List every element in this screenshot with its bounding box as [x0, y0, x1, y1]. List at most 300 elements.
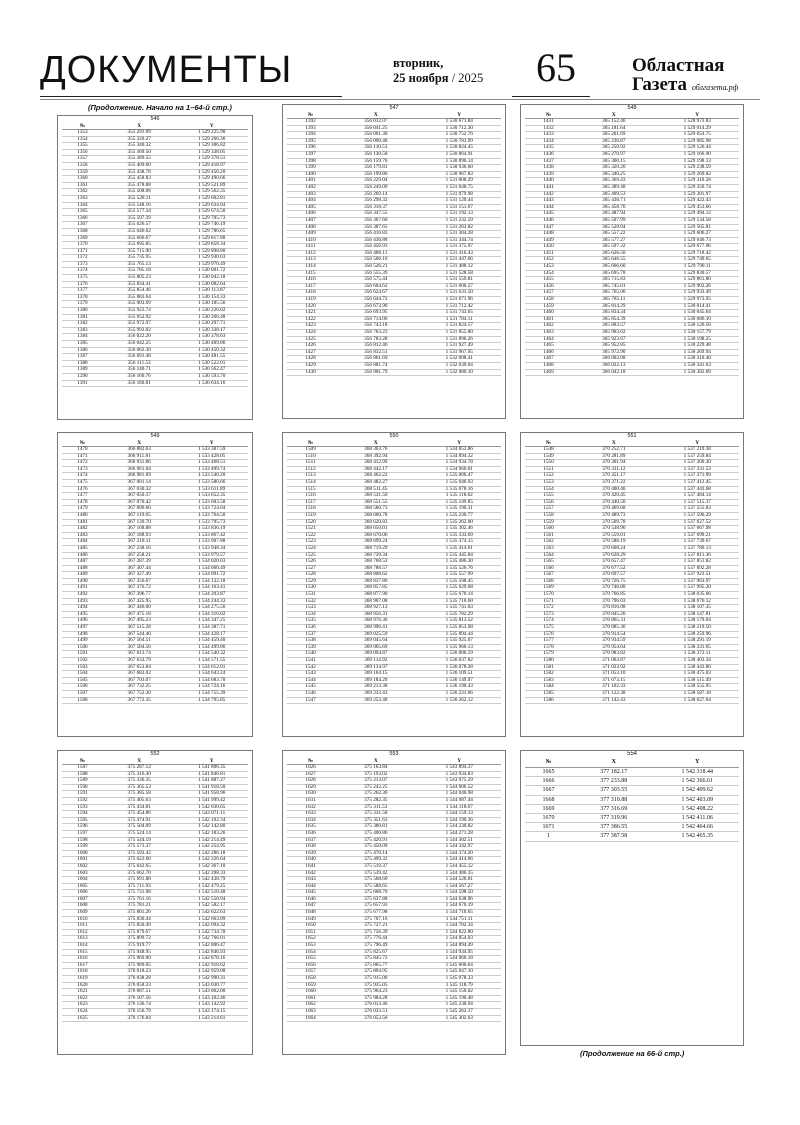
- cell-num: 1486: [77, 551, 88, 558]
- cell-y: 1 533 948.34: [198, 544, 226, 551]
- cell-num: 1363: [77, 194, 88, 201]
- cell-y: 1 531 488.12: [445, 263, 473, 270]
- cell-num: 1468: [543, 361, 554, 368]
- coord-table-552: [57, 750, 253, 1055]
- cell-y: 1 542 694.32: [198, 922, 226, 929]
- cell-y: 1 535 853.98: [445, 624, 473, 631]
- cell-y: 1 530 269.94: [683, 348, 711, 355]
- cell-y: 1 535 813.52: [445, 617, 473, 624]
- cell-y: 1 542 806.47: [198, 942, 226, 949]
- cell-x: 375 544.19: [127, 836, 151, 843]
- cell-y: 1 529 973.95: [683, 296, 711, 303]
- cell-num: 1369: [77, 234, 88, 241]
- cell-num: 1505: [77, 676, 88, 683]
- cell-y: 1 529 521.89: [198, 181, 226, 188]
- cell-x: 368 511.45: [364, 485, 388, 492]
- cell-y: 1 531 967.95: [445, 348, 473, 355]
- cell-x: 356 832.51: [364, 348, 388, 355]
- cell-x: 367 168.88: [127, 525, 151, 532]
- cell-num: 1612: [77, 928, 88, 935]
- cell-y: 1 537 371.99: [683, 472, 711, 479]
- cell-y: 1 529 418.97: [198, 161, 226, 168]
- cell-num: 1658: [305, 975, 316, 981]
- cell-num: 1450: [543, 243, 554, 250]
- cell-y: 1 531 304.28: [445, 230, 473, 237]
- cell-y: 1 531 232.59: [445, 216, 473, 223]
- cell-y: 1 533 468.51: [198, 459, 226, 466]
- cell-num: 1622: [77, 994, 88, 1001]
- cell-x: 368 482.27: [364, 478, 388, 485]
- cell-y: 1 537 219.38: [683, 446, 711, 452]
- cell-x: 369 065.69: [364, 643, 388, 650]
- cell-x: 375 242.25: [364, 783, 388, 790]
- cell-num: 1401: [305, 177, 316, 184]
- cell-x: 375 193.02: [364, 770, 388, 777]
- cell-num: 1544: [305, 676, 316, 683]
- cell-num: 1449: [543, 236, 554, 243]
- cell-num: 1565: [543, 558, 554, 565]
- cell-num: 1543: [305, 670, 316, 677]
- cell-y: 1 535 414.61: [445, 544, 473, 551]
- cell-x: 370 608.24: [602, 544, 626, 551]
- cell-y: 1 530 634.16: [198, 379, 226, 386]
- cell-y: 1 544 159.13: [445, 810, 473, 817]
- cell-y: 1 531 528.58: [445, 269, 473, 276]
- cell-x: 375 454.86: [127, 810, 151, 817]
- cell-y: 1 530 378.63: [198, 333, 226, 340]
- cell-num: 1536: [305, 624, 316, 631]
- cell-y: 1 531 824.57: [445, 322, 473, 329]
- col-y: Y: [457, 758, 462, 764]
- cell-x: 375 691.88: [127, 876, 151, 883]
- col-num: №: [307, 112, 314, 118]
- cell-x: 355 883.64: [127, 293, 151, 300]
- cell-x: 376 176.84: [127, 1014, 151, 1021]
- cell-num: 1438: [543, 164, 554, 171]
- cell-num: 1448: [543, 230, 554, 237]
- cell-x: 375 504.09: [127, 823, 151, 830]
- cell-num: 1508: [77, 696, 88, 703]
- table-title: 550: [389, 433, 399, 439]
- cell-y: 1 530 338.17: [198, 326, 226, 333]
- cell-num: 1593: [77, 803, 88, 810]
- cell-num: 1482: [77, 525, 88, 532]
- cell-y: 1 544 934.95: [445, 948, 473, 955]
- cell-num: 1463: [543, 329, 554, 335]
- cell-x: 367 356.67: [127, 577, 151, 584]
- cell-num: 1389: [77, 366, 88, 373]
- cell-x: 365 230.87: [602, 137, 626, 144]
- table-row: [525, 814, 739, 823]
- cell-x: 375 622.60: [127, 856, 151, 863]
- cell-x: 366 882.63: [127, 446, 151, 452]
- cell-y: 1 533 979.57: [198, 551, 226, 558]
- cell-num: 1411: [305, 243, 316, 250]
- cell-num: 1421: [305, 309, 316, 316]
- cell-y: 1 544 567.27: [445, 882, 473, 889]
- cell-num: 1547: [305, 696, 316, 703]
- cell-x: 365 201.69: [602, 131, 626, 138]
- cell-y: 1 543 894.37: [445, 764, 473, 770]
- cell-num: 1432: [543, 124, 554, 131]
- cell-x: 375 711.93: [127, 882, 151, 889]
- cell-y: 1 530 185.56: [198, 300, 226, 307]
- cell-num: 1633: [305, 810, 316, 817]
- cell-x: 375 948.95: [127, 948, 151, 955]
- cell-x: 369 184.20: [364, 676, 388, 683]
- cell-y: 1 534 571.55: [198, 657, 226, 663]
- cell-num: 1631: [305, 796, 316, 803]
- cell-x: 371 023.92: [602, 663, 626, 670]
- cell-y: 1 542 582.17: [198, 902, 226, 909]
- cell-y: 1 535 966.13: [445, 643, 473, 650]
- cell-y: 1 542 846.93: [198, 948, 226, 955]
- cell-x: 355 528.11: [127, 194, 151, 201]
- cell-x: 367 001.14: [127, 478, 151, 485]
- cell-num: 1358: [77, 161, 88, 168]
- cell-y: 1 543 934.83: [445, 770, 473, 777]
- col-num: №: [545, 112, 552, 118]
- cell-y: 1 531 344.74: [445, 236, 473, 243]
- cell-y: 1 545 262.17: [445, 1007, 473, 1014]
- cell-num: 1644: [305, 882, 316, 889]
- cell-x: 356 624.67: [364, 289, 388, 296]
- cell-x: 367 327.49: [127, 571, 151, 578]
- cell-x: 365 389.48: [602, 183, 626, 190]
- cell-num: 1429: [305, 361, 316, 368]
- cell-num: 1427: [305, 348, 316, 355]
- cell-y: 1 529 198.13: [683, 157, 711, 164]
- cell-y: 1 538 331.65: [683, 643, 711, 650]
- cell-x: 375 331.58: [364, 810, 388, 817]
- cell-y: 1 542 438.79: [198, 876, 226, 883]
- cell-y: 1 541 846.81: [198, 770, 226, 777]
- cell-x: 367 258.21: [127, 551, 151, 558]
- cell-x: 365 785.11: [602, 296, 626, 303]
- cell-num: 1445: [543, 210, 554, 217]
- cell-x: 375 519.37: [364, 862, 388, 869]
- cell-x: 375 830.44: [127, 915, 151, 922]
- cell-num: 1354: [77, 135, 88, 142]
- cell-num: 1407: [305, 216, 316, 223]
- table-title: 549: [150, 433, 160, 439]
- cell-num: 1383: [77, 326, 88, 333]
- cell-y: 1 534 428.17: [198, 630, 226, 637]
- cell-x: 355 597.39: [127, 214, 151, 221]
- cell-x: 367 287.39: [127, 558, 151, 565]
- cell-y: 1 531 743.65: [445, 309, 473, 316]
- cell-x: 356 604.62: [364, 282, 388, 289]
- cell-y: 1 530 229.48: [683, 342, 711, 349]
- cell-x: 365 923.67: [602, 335, 626, 342]
- cell-y: 1 535 486.30: [445, 558, 473, 565]
- col-x: X: [137, 758, 142, 764]
- table-header: [525, 758, 739, 768]
- cell-y: 1 544 598.50: [445, 889, 473, 896]
- cell-num: 1603: [77, 869, 88, 876]
- cell-y: 1 534 163.41: [198, 584, 226, 591]
- cell-x: 368 462.22: [364, 472, 388, 479]
- cell-num: 1524: [305, 544, 316, 551]
- cell-num: 1656: [305, 961, 316, 968]
- cell-x: 375 915.00: [364, 975, 388, 981]
- cell-y: 1 530 783.99: [445, 137, 473, 144]
- cell-num: 1446: [543, 216, 554, 223]
- cell-num: 1659: [305, 981, 316, 988]
- cell-num: 1488: [77, 564, 88, 571]
- table-row: [287, 1016, 501, 1023]
- logo-line1: Областная: [632, 55, 725, 76]
- cell-y: 1 534 724.16: [198, 683, 226, 690]
- cell-y: 1 534 540.32: [198, 650, 226, 657]
- cell-x: 366 981.09: [127, 472, 151, 479]
- cell-x: 365 814.29: [602, 302, 626, 309]
- cell-num: 1384: [77, 333, 88, 340]
- cell-num: 1581: [543, 663, 554, 670]
- cell-y: 1 531 927.49: [445, 342, 473, 349]
- cell-num: 1477: [77, 492, 88, 499]
- cell-num: 1360: [77, 175, 88, 182]
- cell-num: 1629: [305, 783, 316, 790]
- table-row: [525, 777, 739, 786]
- cell-x: 356 881.74: [364, 361, 388, 368]
- cell-x: 356 861.69: [364, 355, 388, 362]
- cell-num: 1387: [77, 353, 88, 360]
- cell-x: 370 489.73: [602, 511, 626, 518]
- cell-num: 1419: [305, 296, 316, 303]
- cell-num: 1503: [77, 663, 88, 670]
- cell-num: 1609: [77, 909, 88, 916]
- cell-y: 1 530 042.18: [198, 274, 226, 281]
- cell-x: 368 412.99: [364, 459, 388, 466]
- cell-x: 370 697.57: [602, 571, 626, 578]
- cell-x: 356 436.88: [364, 236, 388, 243]
- cell-num: 1393: [305, 124, 316, 131]
- cell-num: 1630: [305, 790, 316, 797]
- cell-num: 1528: [305, 571, 316, 578]
- cell-y: 1 533 764.50: [198, 511, 226, 518]
- cell-x: 368 739.34: [364, 551, 388, 558]
- cell-y: 1 529 562.35: [198, 188, 226, 195]
- cell-x: 356 130.58: [364, 150, 388, 157]
- cell-x: 368 927.13: [364, 604, 388, 611]
- table-title: 552: [150, 751, 160, 757]
- cell-x: 368 857.85: [364, 584, 388, 591]
- cell-y: 1 531 192.13: [445, 210, 473, 217]
- table-row: [525, 796, 739, 805]
- cell-x: 356 199.86: [364, 170, 388, 177]
- cell-y: 1 530 126.56: [683, 322, 711, 329]
- cell-y: 1 529 350.74: [683, 183, 711, 190]
- cell-x: 367 515.28: [127, 624, 151, 631]
- cell-x: 368 719.29: [364, 544, 388, 551]
- header-rule-left: [40, 96, 342, 97]
- cell-y: 1 529 677.96: [683, 243, 711, 250]
- cell-y: 1 530 481.55: [198, 353, 226, 360]
- cell-num: 1511: [305, 459, 316, 466]
- table-row: [62, 1016, 248, 1023]
- cell-x: 355 666.67: [127, 234, 151, 241]
- cell-y: 1 529 602.81: [198, 194, 226, 201]
- cell-num: 1435: [543, 144, 554, 151]
- cell-num: 1403: [305, 190, 316, 197]
- cell-x: 356 090.48: [364, 137, 388, 144]
- cell-y: 1 545 078.33: [445, 975, 473, 981]
- cell-num: 1415: [305, 269, 316, 276]
- cell-x: 355 340.32: [127, 142, 151, 149]
- cell-x: 356 506.16: [364, 256, 388, 263]
- col-num: №: [79, 123, 86, 129]
- cell-num: 1512: [305, 465, 316, 472]
- cell-y: 1 536 190.43: [445, 683, 473, 690]
- cell-x: 368 600.78: [364, 511, 388, 518]
- cell-x: 377 319.96: [600, 815, 628, 822]
- cell-x: 375 400.86: [364, 829, 388, 836]
- cell-y: 1 535 333.69: [445, 531, 473, 538]
- cell-y: 1 536 221.66: [445, 689, 473, 696]
- cell-num: 1440: [543, 177, 554, 184]
- cell-y: 1 537 780.13: [683, 544, 711, 551]
- cell-x: 375 969.00: [127, 955, 151, 962]
- cell-num: 1413: [305, 256, 316, 263]
- cell-x: 356 347.55: [364, 210, 388, 217]
- cell-x: 356 091.48: [127, 353, 151, 360]
- cell-x: 356 743.18: [364, 322, 388, 329]
- col-y: Y: [695, 112, 700, 118]
- cell-y: 1 533 387.59: [198, 446, 226, 452]
- cell-y: 1 535 557.99: [445, 571, 473, 578]
- cell-y: 1 538 035.66: [683, 591, 711, 598]
- cell-x: 370 954.64: [602, 643, 626, 650]
- cell-x: 369 233.43: [364, 689, 388, 696]
- cell-x: 356 180.81: [127, 379, 151, 386]
- cell-num: 1370: [77, 241, 88, 248]
- cell-x: 370 934.59: [602, 637, 626, 644]
- cell-num: 1516: [305, 492, 316, 499]
- cell-x: 375 850.49: [127, 922, 151, 929]
- table-row: [525, 698, 739, 705]
- cell-x: 375 776.44: [364, 935, 388, 942]
- cell-x: 365 409.53: [602, 190, 626, 197]
- continued-to-note: (Продолжение на 66-й стр.): [580, 1049, 685, 1058]
- cell-num: 1663: [305, 1007, 316, 1014]
- cell-x: 375 707.16: [364, 915, 388, 922]
- cell-y: 1 537 300.30: [683, 459, 711, 466]
- cell-num: 1507: [77, 689, 88, 696]
- cell-x: 375 474.91: [127, 816, 151, 823]
- cell-y: 1 542 142.80: [198, 823, 226, 830]
- cell-num: 1586: [543, 696, 554, 703]
- cell-x: 370 816.08: [602, 604, 626, 611]
- cell-num: 1386: [77, 346, 88, 353]
- cell-num: 1493: [77, 597, 88, 604]
- cell-x: 355 993.02: [127, 326, 151, 333]
- cell-x: 356 555.39: [364, 269, 388, 276]
- cell-y: 1 534 966.01: [445, 465, 473, 472]
- cell-x: 356 298.32: [364, 197, 388, 204]
- cell-y: 1 529 338.05: [198, 148, 226, 155]
- cell-num: 1395: [305, 137, 316, 144]
- cell-num: 1515: [305, 485, 316, 492]
- cell-x: 367 139.70: [127, 518, 151, 525]
- cell-x: 368 363.76: [364, 446, 388, 452]
- cell-y: 1 538 555.95: [683, 683, 711, 690]
- cell-y: 1 535 302.46: [445, 525, 473, 532]
- cell-y: 1 544 854.03: [445, 935, 473, 942]
- cell-x: 371 142.43: [602, 696, 626, 703]
- cell-x: 368 442.17: [364, 465, 388, 472]
- cell-x: 355 369.50: [127, 148, 151, 155]
- cell-x: 370 766.85: [602, 591, 626, 598]
- cell-num: 1556: [543, 498, 554, 505]
- cell-x: 370 628.29: [602, 551, 626, 558]
- cell-num: 1391: [77, 379, 88, 386]
- cell-x: 356 062.30: [127, 346, 151, 353]
- cell-num: 1447: [543, 223, 554, 230]
- table-row: [62, 381, 248, 388]
- table-title: 553: [389, 751, 399, 757]
- cell-x: 375 588.65: [364, 882, 388, 889]
- cell-num: 1600: [77, 849, 88, 856]
- cell-x: 370 509.78: [602, 518, 626, 525]
- cell-y: 1 531 151.67: [445, 203, 473, 210]
- cell-y: 1 529 858.34: [198, 241, 226, 248]
- cell-num: 1465: [543, 342, 554, 349]
- cell-x: 365 152.46: [602, 118, 626, 124]
- cell-x: 367 050.37: [127, 492, 151, 499]
- cell-x: 368 551.55: [364, 498, 388, 505]
- cell-num: 1433: [543, 131, 554, 138]
- cell-num: 1519: [305, 511, 316, 518]
- cell-num: 1453: [543, 263, 554, 270]
- cell-x: 367 475.18: [127, 610, 151, 617]
- cell-y: 1 534 347.25: [198, 617, 226, 624]
- cell-num: 1577: [543, 637, 554, 644]
- cell-x: 370 351.17: [602, 472, 626, 479]
- cell-num: 1615: [77, 948, 88, 955]
- cell-y: 1 530 297.71: [198, 320, 226, 327]
- cell-num: 1614: [77, 942, 88, 949]
- cell-y: 1 529 902.26: [683, 282, 711, 289]
- cell-num: 1625: [77, 1014, 88, 1021]
- cell-num: 1620: [77, 981, 88, 988]
- cell-num: 1561: [543, 531, 554, 538]
- cell-x: 366 911.81: [127, 452, 151, 459]
- cell-x: 365 597.32: [602, 243, 626, 250]
- cell-num: 1498: [77, 630, 88, 637]
- table-row: [525, 823, 739, 832]
- cell-y: 1 529 749.65: [683, 256, 711, 263]
- cell-y: 1 538 475.03: [683, 670, 711, 677]
- cell-num: 1529: [305, 577, 316, 584]
- cell-x: 355 438.78: [127, 168, 151, 175]
- cell-y: 1 528 973.83: [683, 118, 711, 124]
- cell-x: 370 657.47: [602, 558, 626, 565]
- cell-num: 1650: [305, 922, 316, 929]
- cell-x: 355 834.41: [127, 280, 151, 287]
- cell-x: 356 763.23: [364, 329, 388, 335]
- cell-num: 1462: [543, 322, 554, 329]
- cell-y: 1 544 751.11: [445, 915, 473, 922]
- cell-x: 377 387.58: [600, 833, 628, 840]
- cell-y: 1 545 047.10: [445, 968, 473, 975]
- cell-num: 1538: [305, 637, 316, 644]
- cell-num: 1558: [543, 511, 554, 518]
- cell-num: 1553: [543, 478, 554, 485]
- cell-y: 1 542 214.49: [198, 836, 226, 843]
- cell-x: 375 524.14: [127, 829, 151, 836]
- cell-x: 377 303.55: [600, 787, 628, 794]
